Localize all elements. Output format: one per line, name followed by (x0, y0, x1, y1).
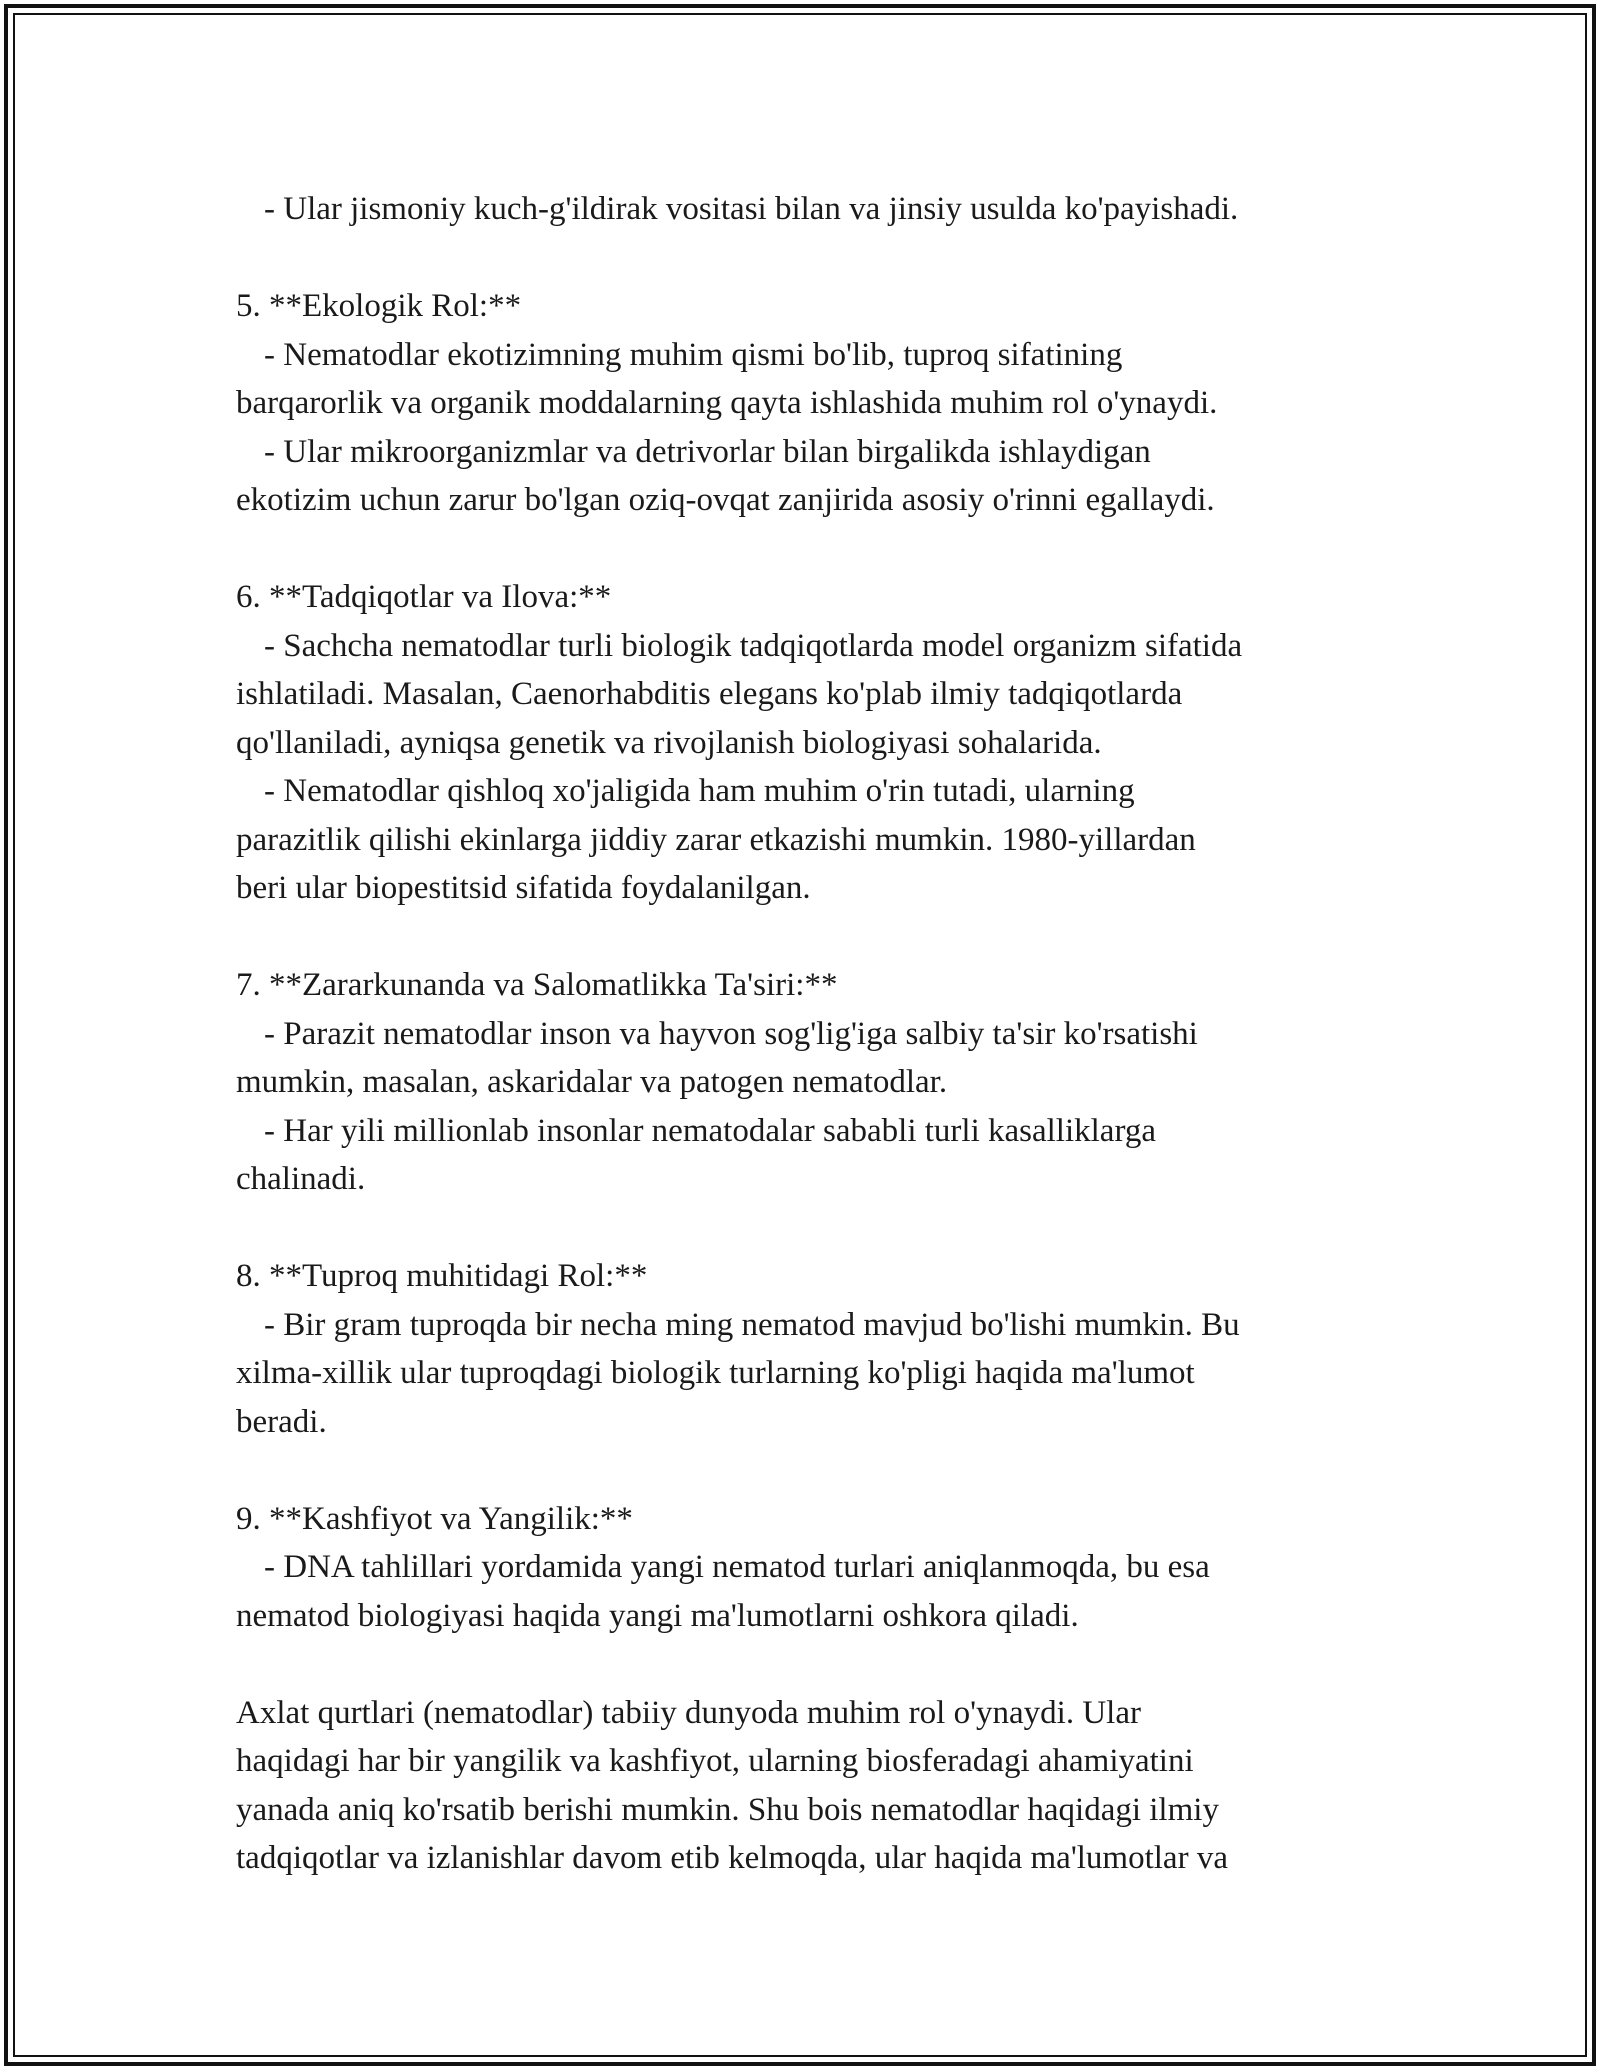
text-line: qo'llaniladi, ayniqsa genetik va rivojlanish biologiyasi sohalarida. (236, 724, 1102, 761)
blank-line (236, 1640, 1366, 1689)
bullet-item (236, 767, 1366, 913)
bullet-item (236, 331, 1366, 428)
bullet-item (236, 185, 1366, 234)
text-line: Axlat qurtlari (nematodlar) tabiiy dunyoda muhim rol o'ynaydi. Ular (236, 1694, 1141, 1731)
text-line: 7. **Zararkunanda va Salomatlikka Ta'siri:** (236, 967, 838, 1003)
text-line: - Sachcha nematodlar turli biologik tadqiqotlarda model organizm sifatida (264, 627, 1243, 664)
text-line: beri ular biopestitsid sifatida foydalanilgan. (236, 870, 811, 906)
text-line: - DNA tahlillari yordamida yangi nematod turlari aniqlanmoqda, bu esa (264, 1549, 1210, 1585)
closing-paragraph (236, 1689, 1366, 1883)
bullet-item (236, 622, 1366, 768)
section-heading (236, 1252, 1366, 1301)
text-line: nematod biologiyasi haqida yangi ma'lumotlarni oshkora qiladi. (236, 1597, 1079, 1634)
section-heading (236, 961, 1366, 1010)
text-line: 6. **Tadqiqotlar va Ilova:** (236, 579, 612, 615)
text-line: - Bir gram tuproqda bir necha ming nematod mavjud bo'lishi mumkin. Bu (264, 1306, 1240, 1343)
text-line: chalinadi. (236, 1161, 366, 1197)
blank-line (236, 913, 1366, 962)
text-line: ishlatiladi. Masalan, Caenorhabditis elegans ko'plab ilmiy tadqiqotlarda (236, 676, 1183, 712)
blank-line (236, 525, 1366, 574)
blank-line (236, 234, 1366, 283)
text-line: - Parazit nematodlar inson va hayvon sog'lig'iga salbiy ta'sir ko'rsatishi (264, 1015, 1198, 1052)
blank-line (236, 1204, 1366, 1253)
text-line: yanada aniq ko'rsatib berishi mumkin. Shu bois nematodlar haqidagi ilmiy (236, 1791, 1219, 1828)
text-line: beradi. (236, 1403, 327, 1440)
text-line: mumkin, masalan, askaridalar va patogen nematodlar. (236, 1064, 948, 1100)
section-heading (236, 282, 1366, 331)
bullet-item (236, 1543, 1366, 1640)
text-line: haqidagi har bir yangilik va kashfiyot, ularning biosferadagi ahamiyatini (236, 1743, 1194, 1779)
section-heading (236, 1495, 1366, 1544)
section-heading (236, 573, 1366, 622)
bullet-item (236, 1107, 1366, 1204)
text-line: tadqiqotlar va izlanishlar davom etib kelmoqda, ular haqida ma'lumotlar va (236, 1840, 1228, 1876)
blank-line (236, 1446, 1366, 1495)
bullet-item (236, 1301, 1366, 1447)
text-line: barqarorlik va organik moddalarning qayta ishlashida muhim rol o'ynaydi. (236, 385, 1218, 421)
text-line: 8. **Tuproq muhitidagi Rol:** (236, 1258, 648, 1294)
bullet-item (236, 1010, 1366, 1107)
text-line: 9. **Kashfiyot va Yangilik:** (236, 1500, 633, 1537)
text-line: - Nematodlar ekotizimning muhim qismi bo'lib, tuproq sifatining (264, 336, 1123, 373)
text-line: ekotizim uchun zarur bo'lgan oziq-ovqat zanjirida asosiy o'rinni egallaydi. (236, 482, 1215, 518)
text-line: xilma-xillik ular tuproqdagi biologik turlarning ko'pligi haqida ma'lumot (236, 1355, 1195, 1391)
text-line: 5. **Ekologik Rol:** (236, 288, 522, 324)
text-line: - Har yili millionlab insonlar nematodalar sababli turli kasalliklarga (264, 1112, 1156, 1149)
text-line: - Nematodlar qishloq xo'jaligida ham muhim o'rin tutadi, ularning (264, 773, 1135, 809)
text-line: parazitlik qilishi ekinlarga jiddiy zarar etkazishi mumkin. 1980-yillardan (236, 821, 1196, 858)
text-line: - Ular jismoniy kuch-g'ildirak vositasi bilan va jinsiy usulda ko'payishadi. (264, 191, 1239, 227)
bullet-item (236, 428, 1366, 525)
text-line: - Ular mikroorganizmlar va detrivorlar bilan birgalikda ishlaydigan (264, 433, 1151, 470)
document-body (236, 185, 1366, 1883)
